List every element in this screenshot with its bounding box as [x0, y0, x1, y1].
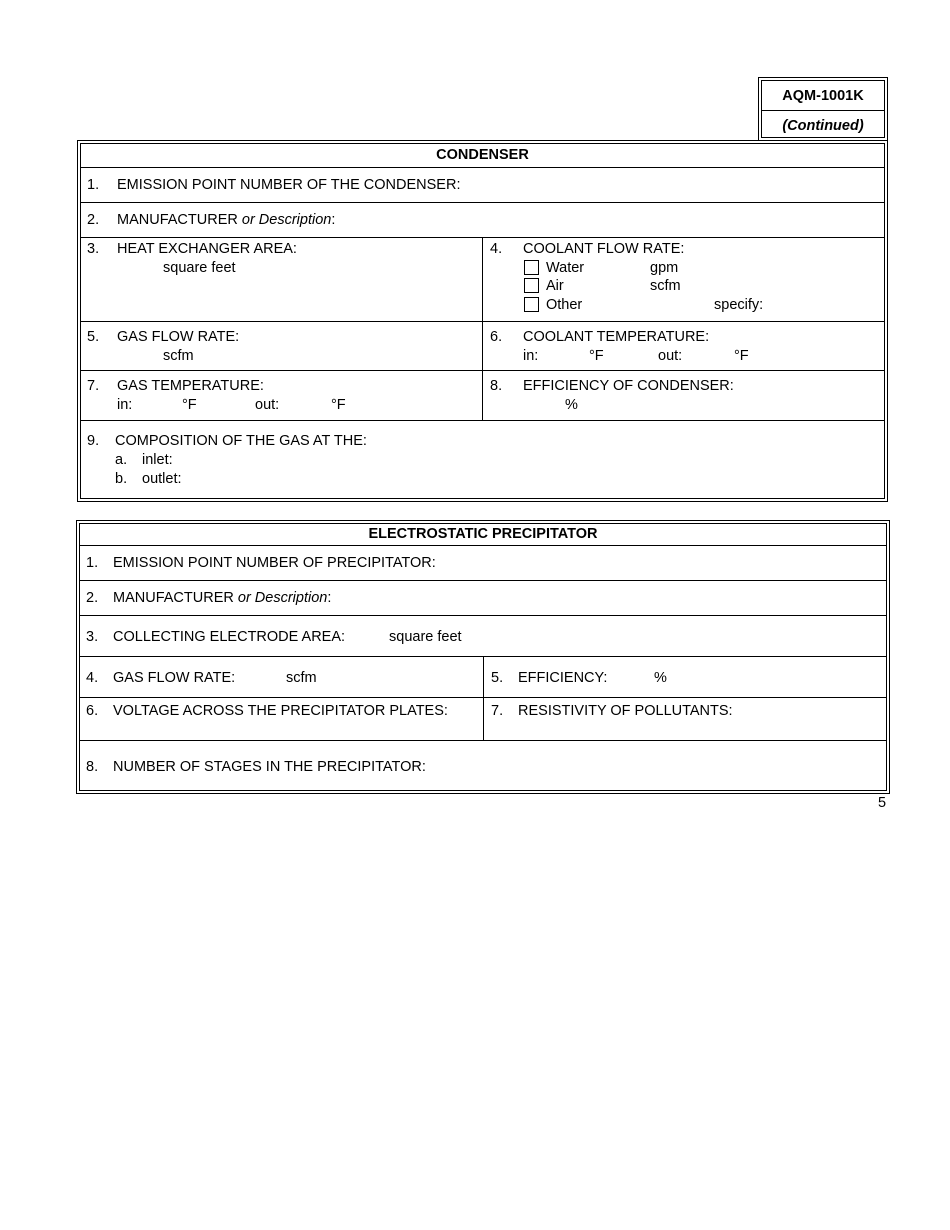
precipitator-q8-number: 8.	[86, 759, 99, 775]
condenser-q8-number: 8.	[490, 378, 503, 394]
precipitator-q5-unit: %	[654, 670, 667, 686]
divider	[80, 321, 885, 322]
condenser-q5-label: GAS FLOW RATE:	[117, 329, 240, 345]
condenser-q3-number: 3.	[87, 241, 100, 257]
condenser-q8-unit: %	[565, 397, 578, 413]
water-checkbox[interactable]	[524, 260, 539, 275]
divider	[80, 420, 885, 421]
condenser-q9b-number: b.	[115, 471, 128, 487]
continued-label: (Continued)	[782, 118, 864, 134]
divider	[483, 656, 484, 740]
divider	[79, 697, 887, 698]
condenser-q9b-label: outlet:	[142, 471, 182, 487]
page-number: 5	[878, 795, 887, 811]
condenser-q4-number: 4.	[490, 241, 503, 257]
condenser-q9-number: 9.	[87, 433, 100, 449]
condenser-q3-unit: square feet	[163, 260, 236, 276]
air-unit: scfm	[650, 278, 681, 294]
condenser-q7-out-unit: °F	[331, 397, 346, 413]
form-code-divider	[761, 110, 885, 111]
condenser-q6-number: 6.	[490, 329, 503, 345]
condenser-q3-label: HEAT EXCHANGER AREA:	[117, 241, 297, 257]
precipitator-q6-number: 6.	[86, 703, 99, 719]
condenser-q9a-number: a.	[115, 452, 128, 468]
divider	[80, 167, 885, 168]
condenser-q1-number: 1.	[87, 177, 100, 193]
condenser-q7-out: out:	[255, 397, 280, 413]
precipitator-title: ELECTROSTATIC PRECIPITATOR	[368, 526, 598, 542]
condenser-q5-unit: scfm	[163, 348, 194, 364]
precipitator-q5-label: EFFICIENCY:	[518, 670, 608, 686]
water-label: Water	[546, 260, 585, 276]
condenser-q9a-label: inlet:	[142, 452, 173, 468]
other-specify: specify:	[714, 297, 764, 313]
condenser-q1-label: EMISSION POINT NUMBER OF THE CONDENSER:	[117, 177, 461, 193]
condenser-q2-label: MANUFACTURER or Description:	[117, 212, 336, 228]
precipitator-q3-unit: square feet	[389, 629, 462, 645]
precipitator-q4-number: 4.	[86, 670, 99, 686]
precipitator-q8-label: NUMBER OF STAGES IN THE PRECIPITATOR:	[113, 759, 426, 775]
divider	[79, 740, 887, 741]
condenser-q7-label: GAS TEMPERATURE:	[117, 378, 264, 394]
condenser-q4-label: COOLANT FLOW RATE:	[523, 241, 685, 257]
precipitator-q7-label: RESISTIVITY OF POLLUTANTS:	[518, 703, 733, 719]
precipitator-q7-number: 7.	[491, 703, 504, 719]
other-label: Other	[546, 297, 583, 313]
divider	[80, 370, 885, 371]
precipitator-q3-label: COLLECTING ELECTRODE AREA:	[113, 629, 346, 645]
precipitator-q2-label: MANUFACTURER or Description:	[113, 590, 332, 606]
divider	[79, 615, 887, 616]
water-unit: gpm	[650, 260, 679, 276]
condenser-q8-label: EFFICIENCY OF CONDENSER:	[523, 378, 734, 394]
precipitator-q4-label: GAS FLOW RATE:	[113, 670, 236, 686]
condenser-q6-in: in:	[523, 348, 539, 364]
precipitator-q4-unit: scfm	[286, 670, 317, 686]
divider	[79, 580, 887, 581]
condenser-q7-in: in:	[117, 397, 133, 413]
condenser-q5-number: 5.	[87, 329, 100, 345]
other-checkbox[interactable]	[524, 297, 539, 312]
condenser-q6-in-unit: °F	[589, 348, 604, 364]
condenser-q6-out-unit: °F	[734, 348, 749, 364]
precipitator-q2-number: 2.	[86, 590, 99, 606]
condenser-q7-number: 7.	[87, 378, 100, 394]
precipitator-q1-number: 1.	[86, 555, 99, 571]
precipitator-q5-number: 5.	[491, 670, 504, 686]
air-checkbox[interactable]	[524, 278, 539, 293]
condenser-q2-number: 2.	[87, 212, 100, 228]
form-code: AQM-1001K	[782, 88, 864, 104]
divider	[79, 545, 887, 546]
divider	[80, 202, 885, 203]
condenser-q7-in-unit: °F	[182, 397, 197, 413]
air-label: Air	[546, 278, 564, 294]
condenser-q6-out: out:	[658, 348, 683, 364]
condenser-q9-label: COMPOSITION OF THE GAS AT THE:	[115, 433, 367, 449]
condenser-q6-label: COOLANT TEMPERATURE:	[523, 329, 710, 345]
precipitator-q6-label: VOLTAGE ACROSS THE PRECIPITATOR PLATES:	[113, 703, 448, 719]
divider	[482, 237, 483, 420]
condenser-title: CONDENSER	[436, 147, 529, 163]
precipitator-q1-label: EMISSION POINT NUMBER OF PRECIPITATOR:	[113, 555, 436, 571]
precipitator-q3-number: 3.	[86, 629, 99, 645]
